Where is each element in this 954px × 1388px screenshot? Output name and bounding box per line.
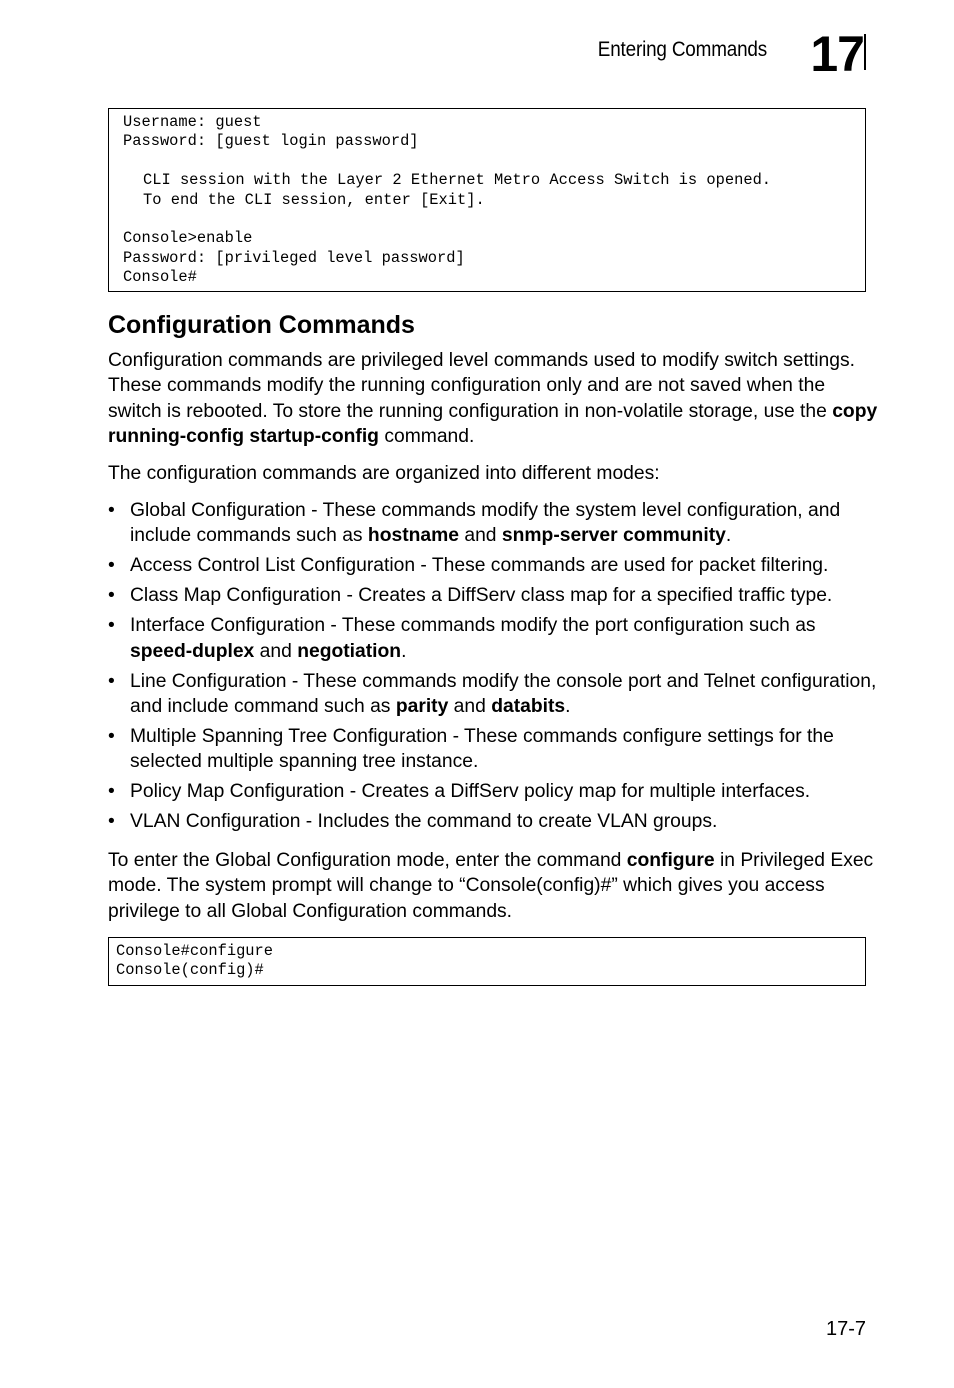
text-run: command. bbox=[378, 425, 475, 447]
list-item bbox=[108, 669, 878, 720]
command-keyword: negotiation bbox=[297, 640, 402, 662]
code-block-configure bbox=[108, 937, 866, 986]
text-run: Multiple Spanning Tree Configuration - These commands configure settings for the selected multiple spanning tree instance. bbox=[130, 725, 834, 773]
code-line: To end the CLI session, enter [Exit]. bbox=[143, 190, 485, 209]
code-line: Console(config)# bbox=[116, 961, 264, 980]
bullet-marker: • bbox=[108, 781, 115, 803]
text-run: and bbox=[254, 640, 298, 662]
list-item bbox=[108, 809, 878, 834]
text-run: Access Control List Configuration - These commands are used for packet filtering. bbox=[130, 555, 829, 577]
text-run: VLAN Configuration - Includes the command to create VLAN groups. bbox=[130, 811, 718, 833]
text-run: and bbox=[448, 695, 492, 717]
modes-list bbox=[108, 498, 878, 839]
code-line: CLI session with the Layer 2 Ethernet Metro Access Switch is opened. bbox=[143, 171, 772, 190]
bullet-marker: • bbox=[108, 615, 115, 637]
modes-paragraph: The configuration commands are organized into different modes: bbox=[108, 463, 660, 484]
intro-paragraph bbox=[108, 348, 878, 449]
code-line bbox=[123, 210, 865, 229]
text-run: Global Configuration - These commands modify the system level configuration, and include commands such as bbox=[130, 500, 841, 547]
page-number: 17-7 bbox=[825, 1318, 866, 1340]
command-keyword: hostname bbox=[367, 525, 459, 547]
code-line bbox=[123, 152, 865, 171]
command-keyword: configure bbox=[626, 850, 715, 871]
text-run: and bbox=[459, 525, 502, 547]
text-run: Interface Configuration - These commands modify the port configuration such as bbox=[130, 615, 816, 637]
text-run: Policy Map Configuration - Creates a DiffServ policy map for multiple interfaces. bbox=[130, 781, 811, 803]
bullet-marker: • bbox=[108, 500, 115, 521]
command-keyword: snmp-server community bbox=[501, 525, 726, 547]
text-run: Line Configuration - These commands modify the console port and Telnet configuration, and include command such as bbox=[130, 670, 877, 717]
text-run: . bbox=[725, 525, 732, 547]
command-keyword: databits bbox=[491, 695, 566, 717]
chapter-number: 17 bbox=[810, 26, 864, 82]
code-line: Console#configure bbox=[116, 942, 274, 960]
section-heading: Configuration Commands bbox=[108, 311, 415, 339]
code-line: Username: guest bbox=[123, 113, 262, 131]
global-config-paragraph bbox=[108, 848, 878, 924]
text-run: To enter the Global Configuration mode, enter the command bbox=[108, 850, 627, 871]
bullet-marker: • bbox=[108, 811, 115, 833]
bullet-marker: • bbox=[108, 670, 115, 692]
list-item bbox=[108, 498, 878, 549]
code-line: Console>enable bbox=[123, 229, 253, 248]
command-keyword: speed-duplex bbox=[130, 640, 255, 662]
text-run: Configuration commands are privileged level commands used to modify switch settings. These commands modify the running configuration only and are not saved when the switch is rebooted. To store the running configuration in non-volatile storage, use the bbox=[108, 350, 855, 422]
running-header-title: Entering Commands bbox=[597, 38, 767, 61]
list-item bbox=[108, 724, 878, 775]
code-line: Password: [privileged level password] bbox=[123, 248, 465, 267]
code-block-login bbox=[108, 108, 866, 292]
bullet-marker: • bbox=[108, 585, 115, 607]
code-line: Password: [guest login password] bbox=[123, 132, 419, 151]
chapter-rule bbox=[864, 34, 866, 70]
list-item bbox=[108, 583, 878, 608]
command-keyword: copy running-config startup-config bbox=[108, 400, 878, 447]
text-run: . bbox=[565, 695, 571, 717]
text-run: Class Map Configuration - Creates a DiffServ class map for a specified traffic type. bbox=[130, 585, 833, 607]
text-run: . bbox=[401, 640, 407, 662]
bullet-marker: • bbox=[108, 725, 115, 747]
code-line: Console# bbox=[123, 268, 197, 287]
command-keyword: parity bbox=[395, 695, 449, 717]
list-item bbox=[108, 779, 878, 804]
text-run: in Privileged Exec mode. The system prompt will change to “Console(config)#” which gives you access privilege to all Global Configuration commands. bbox=[108, 850, 874, 922]
bullet-marker: • bbox=[108, 555, 115, 577]
list-item bbox=[108, 553, 878, 578]
list-item bbox=[108, 613, 878, 664]
